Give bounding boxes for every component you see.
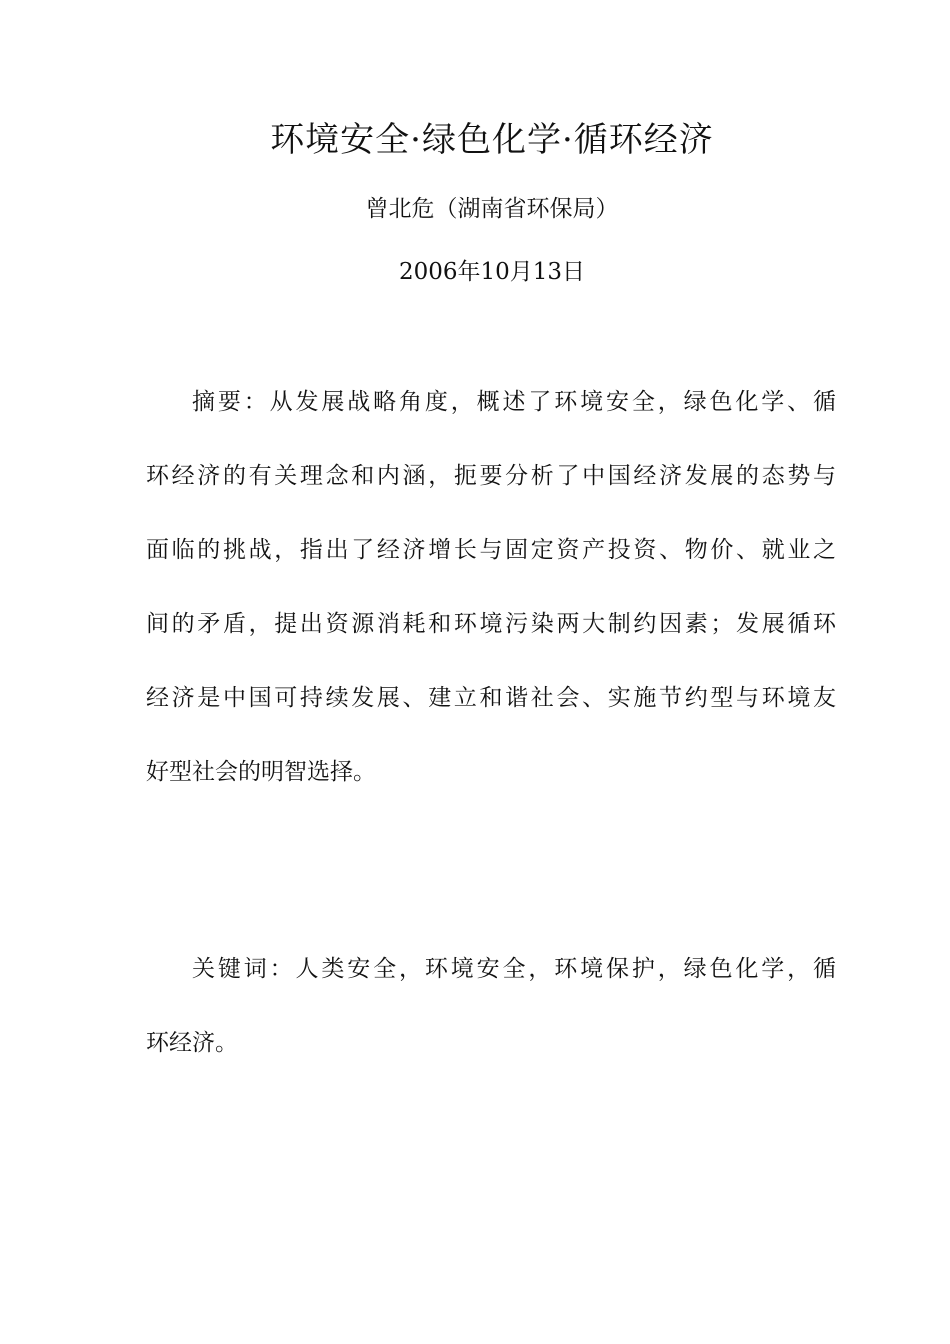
abstract-line: 好型社会的明智选择。: [146, 759, 376, 785]
abstract-paragraph: [146, 365, 836, 809]
abstract-line: 经济是中国可持续发展、建立和谐社会、实施节约型与环境友: [146, 685, 836, 711]
document-title: 环境安全·绿色化学·循环经济: [270, 120, 714, 160]
abstract-line: 环经济的有关理念和内涵，扼要分析了中国经济发展的态势与: [146, 463, 836, 489]
document-date: 2006年10月13日: [398, 259, 586, 285]
abstract-line: 面临的挑战，指出了经济增长与固定资产投资、物价、就业之: [146, 537, 836, 563]
keywords-line: 环经济。: [146, 1030, 238, 1056]
keywords-line: 关键词：人类安全，环境安全，环境保护，绿色化学，循: [192, 956, 836, 982]
abstract-line: 摘要：从发展战略角度，概述了环境安全，绿色化学、循: [192, 389, 836, 415]
keywords-paragraph: [146, 932, 836, 1080]
document-author: 曾北危（湖南省环保局）: [365, 196, 619, 222]
abstract-line: 间的矛盾，提出资源消耗和环境污染两大制约因素；发展循环: [146, 611, 836, 637]
